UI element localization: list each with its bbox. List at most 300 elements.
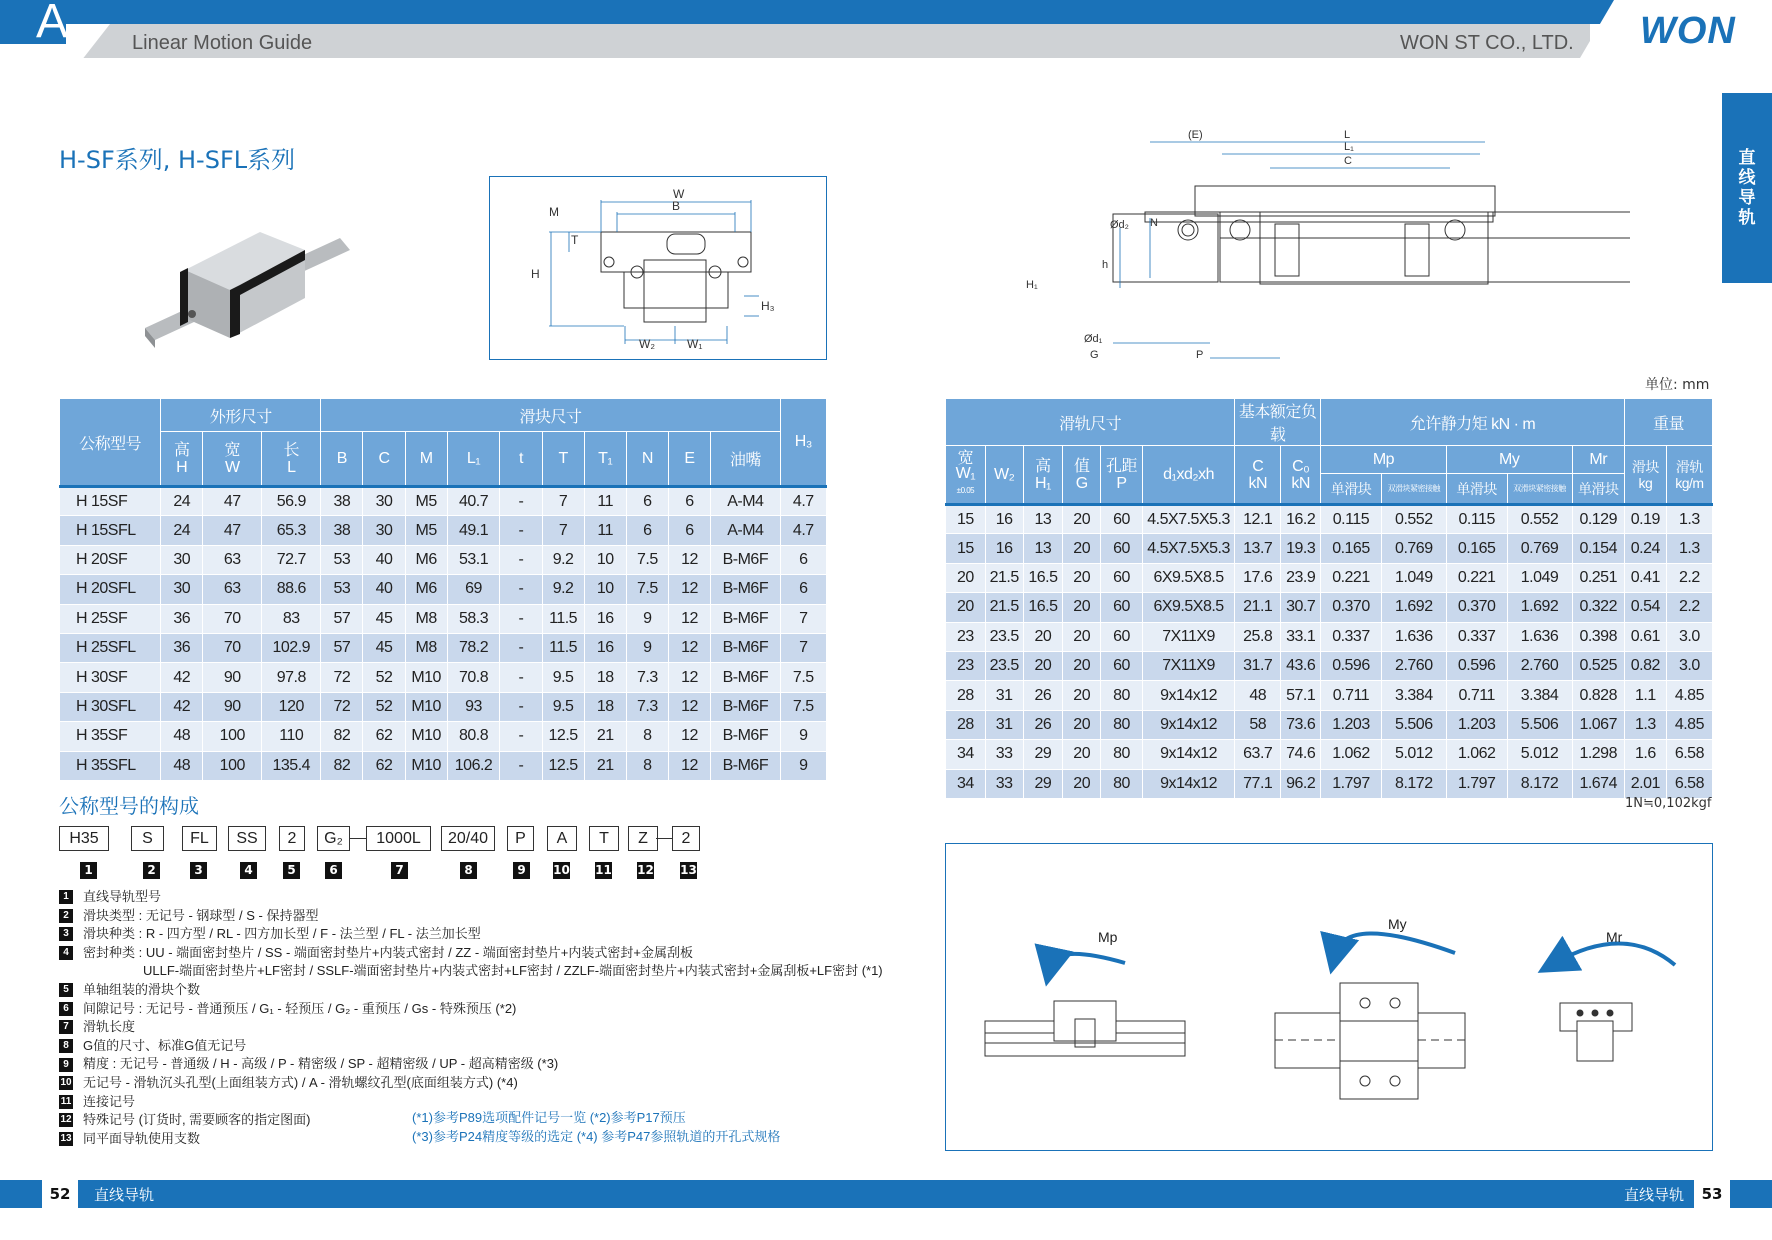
- table-cell: 74.6: [1281, 740, 1321, 769]
- dim-label-H1: H₁: [1026, 279, 1038, 291]
- dim-label-T: T: [571, 233, 579, 247]
- table-cell: M10: [405, 722, 447, 751]
- table-cell: 1.3: [1624, 710, 1666, 739]
- table-cell: 30: [363, 487, 405, 516]
- table-row: [60, 575, 827, 604]
- table-cell: 12.5: [542, 722, 584, 751]
- table-cell: 80.8: [447, 722, 500, 751]
- note-number: 4: [59, 946, 73, 960]
- table-cell: 20: [1063, 622, 1101, 651]
- series-title: H-SF系列, H-SFL系列: [59, 146, 296, 174]
- table-cell: 58.3: [447, 604, 500, 633]
- table-cell: 60: [1101, 651, 1143, 680]
- note-line: [59, 925, 883, 944]
- composition-number: 1: [80, 862, 97, 879]
- table-cell: 33.1: [1281, 622, 1321, 651]
- table-cell: 12: [668, 751, 710, 780]
- table-cell: 65.3: [262, 516, 321, 545]
- table-cell: 28: [946, 710, 986, 739]
- table-cell: 6X9.5X8.5: [1142, 593, 1234, 622]
- col-model: 公称型号: [60, 399, 161, 487]
- table-cell: 30: [161, 545, 203, 574]
- col-Mp-single: 单滑块: [1321, 474, 1382, 505]
- table-cell: 9: [780, 751, 826, 780]
- table-cell: 0.828: [1572, 681, 1624, 710]
- table-row: [60, 692, 827, 721]
- table-cell: 9.5: [542, 692, 584, 721]
- table-cell: 1.203: [1321, 710, 1382, 739]
- table-cell: 18: [584, 663, 626, 692]
- table-cell: 0.711: [1321, 681, 1382, 710]
- table-cell: 12: [668, 663, 710, 692]
- table-cell: 88.6: [262, 575, 321, 604]
- table-cell: 40.7: [447, 487, 500, 516]
- note-line: [59, 907, 883, 926]
- table-cell: 0.54: [1624, 593, 1666, 622]
- table-cell: 20: [1063, 505, 1101, 534]
- table-cell: 0.596: [1321, 651, 1382, 680]
- table-cell: 7X11X9: [1142, 651, 1234, 680]
- company-logo: WON: [1640, 10, 1736, 52]
- header-company: WON ST CO., LTD.: [1400, 32, 1574, 54]
- table-cell: 13.7: [1235, 534, 1281, 563]
- table-cell: 16: [985, 534, 1023, 563]
- col-H1: 高 H₁: [1023, 446, 1063, 505]
- table-cell: 110: [262, 722, 321, 751]
- col-M: M: [405, 432, 447, 487]
- table-cell: 80: [1101, 769, 1143, 798]
- dim-label-P: P: [1196, 349, 1204, 361]
- col-Mp: Mp: [1321, 446, 1447, 474]
- footer-page-right: 53: [1694, 1180, 1730, 1208]
- table-cell: -: [500, 751, 542, 780]
- table-cell: 16: [985, 505, 1023, 534]
- col-H3: H₃: [780, 399, 826, 487]
- table-cell: 63: [203, 575, 262, 604]
- table-cell: 20: [1023, 651, 1063, 680]
- table-cell: 23.9: [1281, 563, 1321, 592]
- col-C: C kN: [1235, 446, 1281, 505]
- dim-label-H: H: [531, 267, 540, 281]
- table-cell: B-M6F: [711, 663, 781, 692]
- table-cell: 0.370: [1446, 593, 1507, 622]
- table-cell: 15: [946, 505, 986, 534]
- table-cell: 7.5: [626, 575, 668, 604]
- table-cell: 0.221: [1446, 563, 1507, 592]
- table-cell: 23: [946, 651, 986, 680]
- col-W: 宽 W: [203, 432, 262, 487]
- composition-box: P: [507, 826, 534, 851]
- table-cell: 1.049: [1507, 563, 1572, 592]
- table-cell: 9x14x12: [1142, 681, 1234, 710]
- header-bar: [0, 0, 1772, 24]
- table-cell: 6: [668, 487, 710, 516]
- table-cell: 53: [321, 575, 363, 604]
- table-cell: H 20SFL: [60, 575, 161, 604]
- table-cell: -: [500, 575, 542, 604]
- table-cell: 13: [1023, 534, 1063, 563]
- table-cell: 29: [1023, 769, 1063, 798]
- table-cell: 7.5: [780, 692, 826, 721]
- table-cell: 48: [161, 751, 203, 780]
- col-W1-label: 宽 W₁: [955, 450, 976, 482]
- table-cell: 48: [1235, 681, 1281, 710]
- table-cell: 33: [985, 740, 1023, 769]
- table-cell: 1.067: [1572, 710, 1624, 739]
- table-cell: 4.7: [780, 516, 826, 545]
- table-cell: 0.165: [1321, 534, 1382, 563]
- table-cell: 1.636: [1381, 622, 1446, 651]
- dim-label-W2: W₂: [639, 337, 655, 351]
- dim-label-d1: Ød₁: [1084, 333, 1103, 345]
- cross-section-drawing: [489, 176, 827, 360]
- dim-label-G: G: [1090, 349, 1099, 361]
- col-N: N: [626, 432, 668, 487]
- col-W1: [946, 446, 986, 505]
- table-cell: 31: [985, 710, 1023, 739]
- table-cell: 1.049: [1381, 563, 1446, 592]
- note-line: [59, 1018, 883, 1037]
- table-cell: 0.769: [1381, 534, 1446, 563]
- table-cell: 53.1: [447, 545, 500, 574]
- col-W1-tolerance: ±0.05: [956, 486, 975, 495]
- table-cell: 1.797: [1321, 769, 1382, 798]
- table-cell: 20: [1063, 681, 1101, 710]
- table-cell: 60: [1101, 593, 1143, 622]
- col-nipple: 油嘴: [711, 432, 781, 487]
- table-cell: 1.062: [1446, 740, 1507, 769]
- table-cell: 1.674: [1572, 769, 1624, 798]
- table-cell: 0.41: [1624, 563, 1666, 592]
- table-cell: 45: [363, 633, 405, 662]
- dim-label-H3: H₃: [761, 299, 775, 313]
- table-cell: 20: [946, 593, 986, 622]
- table-cell: 0.82: [1624, 651, 1666, 680]
- note-text: 直线导轨型号: [83, 889, 162, 904]
- note-number: 1: [59, 890, 73, 904]
- table-cell: 16.5: [1023, 563, 1063, 592]
- table-cell: 42: [161, 663, 203, 692]
- table-cell: 26: [1023, 710, 1063, 739]
- note-text: 精度 : 无记号 - 普通级 / H - 高级 / P - 精密级 / SP - 超精密级 / UP - 超高精密级 (*3): [83, 1056, 559, 1072]
- table-cell: 53: [321, 545, 363, 574]
- composition-number: 7: [391, 862, 408, 879]
- table-cell: 2.2: [1666, 593, 1712, 622]
- table-cell: 0.19: [1624, 505, 1666, 534]
- col-My-double: 双滑块紧密接触: [1507, 474, 1572, 505]
- composition-box: H35: [59, 826, 109, 851]
- table-cell: 40: [363, 545, 405, 574]
- dim-label-B: B: [672, 199, 681, 213]
- table-cell: M10: [405, 751, 447, 780]
- table-row: [946, 593, 1713, 622]
- table-cell: 70: [203, 604, 262, 633]
- col-H: 高 H: [161, 432, 203, 487]
- col-group-rail: 滑轨尺寸: [946, 399, 1235, 446]
- note-text: 连接记号: [83, 1093, 136, 1109]
- table-cell: 106.2: [447, 751, 500, 780]
- composition-title: 公称型号的构成: [59, 794, 199, 818]
- table-cell: 26: [1023, 681, 1063, 710]
- table-cell: 83: [262, 604, 321, 633]
- composition-box: 20/40: [441, 826, 495, 851]
- table-cell: 4.85: [1666, 710, 1712, 739]
- note-line: [59, 888, 883, 907]
- table-cell: 73.6: [1281, 710, 1321, 739]
- table-cell: 45: [363, 604, 405, 633]
- table-row: [60, 545, 827, 574]
- table-cell: 0.24: [1624, 534, 1666, 563]
- composition-box: 2: [672, 826, 700, 851]
- rail-dimensions-rows: [946, 505, 1713, 799]
- table-cell: 0.711: [1446, 681, 1507, 710]
- table-cell: 0.129: [1572, 505, 1624, 534]
- table-cell: 1.298: [1572, 740, 1624, 769]
- composition-number: 8: [460, 862, 477, 879]
- note-text: ULLF-端面密封垫片+LF密封 / SSLF-端面密封垫片+内装式密封+LF密封 / ZZLF-端面密封垫片+内装式密封+金属刮板+LF密封 (*1): [143, 963, 883, 979]
- table-cell: 2.760: [1381, 651, 1446, 680]
- table-cell: 1.203: [1446, 710, 1507, 739]
- table-cell: 21.5: [985, 563, 1023, 592]
- note-line: [59, 1037, 883, 1056]
- table-cell: 12.5: [542, 751, 584, 780]
- table-row: [60, 487, 827, 516]
- note-text: 单轴组装的滑块个数: [83, 981, 201, 997]
- table-row: [946, 534, 1713, 563]
- composition-number: 9: [513, 862, 530, 879]
- table-cell: 20: [1063, 710, 1101, 739]
- header-title: Linear Motion Guide: [132, 32, 313, 54]
- table-cell: 0.154: [1572, 534, 1624, 563]
- footer-text-left: 直线导轨: [94, 1186, 155, 1204]
- table-cell: 0.552: [1507, 505, 1572, 534]
- table-cell: 30: [363, 516, 405, 545]
- table-cell: 7.5: [780, 663, 826, 692]
- col-rail-weight: 滑轨 kg/m: [1666, 446, 1712, 505]
- table-cell: 6: [780, 545, 826, 574]
- unit-label: 单位: mm: [1645, 377, 1710, 393]
- table-cell: 57: [321, 633, 363, 662]
- table-cell: 1.1: [1624, 681, 1666, 710]
- table-cell: 34: [946, 740, 986, 769]
- col-My: My: [1446, 446, 1572, 474]
- table-cell: H 15SFL: [60, 516, 161, 545]
- table-cell: 93: [447, 692, 500, 721]
- note-line: [59, 1000, 883, 1019]
- table-cell: 52: [363, 663, 405, 692]
- table-cell: 2.760: [1507, 651, 1572, 680]
- table-cell: 3.384: [1507, 681, 1572, 710]
- col-group-outer: 外形尺寸: [161, 399, 321, 432]
- table-cell: 8: [626, 722, 668, 751]
- table-cell: 62: [363, 722, 405, 751]
- note-text: 无记号 - 滑轨沉头孔型(上面组装方式) / A - 滑轨螺纹孔型(底面组装方式) (*4): [83, 1074, 518, 1090]
- table-cell: B-M6F: [711, 722, 781, 751]
- table-cell: 6: [626, 516, 668, 545]
- composition-number: 13: [680, 863, 697, 877]
- table-cell: 36: [161, 604, 203, 633]
- table-row: [946, 740, 1713, 769]
- table-cell: 102.9: [262, 633, 321, 662]
- table-cell: M8: [405, 633, 447, 662]
- dim-label-L: L: [1344, 129, 1351, 141]
- table-cell: 56.9: [262, 487, 321, 516]
- col-P: 孔距 P: [1101, 446, 1143, 505]
- table-cell: H 35SFL: [60, 751, 161, 780]
- table-cell: H 30SFL: [60, 692, 161, 721]
- col-T1: T₁: [584, 432, 626, 487]
- side-chapter-tab: [1722, 93, 1772, 283]
- table-cell: B-M6F: [711, 604, 781, 633]
- table-cell: 38: [321, 516, 363, 545]
- table-cell: 15: [946, 534, 986, 563]
- moment-diagram: [945, 843, 1713, 1151]
- table-cell: H 25SF: [60, 604, 161, 633]
- table-cell: M6: [405, 575, 447, 604]
- table-cell: 96.2: [1281, 769, 1321, 798]
- table-cell: 5.012: [1381, 740, 1446, 769]
- table-cell: 120: [262, 692, 321, 721]
- rail-dimensions-table: [945, 398, 1713, 799]
- table-cell: 7X11X9: [1142, 622, 1234, 651]
- table-cell: H 25SFL: [60, 633, 161, 662]
- table-cell: 1.3: [1666, 505, 1712, 534]
- table-cell: 90: [203, 663, 262, 692]
- note-text: 滑块类型 : 无记号 - 钢球型 / S - 保持器型: [83, 907, 319, 923]
- table-cell: 0.769: [1507, 534, 1572, 563]
- side-view-drawing: [1010, 128, 1630, 368]
- table-cell: 135.4: [262, 751, 321, 780]
- table-cell: 0.165: [1446, 534, 1507, 563]
- table-cell: 18: [584, 692, 626, 721]
- table-cell: H 15SF: [60, 487, 161, 516]
- table-cell: 0.552: [1381, 505, 1446, 534]
- table-cell: 9x14x12: [1142, 740, 1234, 769]
- table-cell: 58: [1235, 710, 1281, 739]
- note-text: G值的尺寸、标准G值无记号: [83, 1037, 247, 1053]
- table-cell: M10: [405, 663, 447, 692]
- composition-number: 4: [240, 862, 257, 879]
- table-cell: 48: [161, 722, 203, 751]
- table-cell: A-M4: [711, 516, 781, 545]
- col-W2: W₂: [985, 446, 1023, 505]
- col-T: T: [542, 432, 584, 487]
- table-cell: 12: [668, 692, 710, 721]
- note-number: 7: [59, 1020, 73, 1034]
- col-E: E: [668, 432, 710, 487]
- table-cell: 1.3: [1666, 534, 1712, 563]
- composition-dash: [656, 838, 672, 839]
- table-cell: 60: [1101, 622, 1143, 651]
- table-cell: M8: [405, 604, 447, 633]
- footer-text-right: 直线导轨: [1624, 1186, 1685, 1204]
- table-cell: 47: [203, 487, 262, 516]
- table-cell: 12: [668, 633, 710, 662]
- note-number: 6: [59, 1002, 73, 1016]
- col-t: t: [500, 432, 542, 487]
- table-cell: 8.172: [1381, 769, 1446, 798]
- table-cell: 77.1: [1235, 769, 1281, 798]
- table-cell: 57.1: [1281, 681, 1321, 710]
- note-number: 9: [59, 1058, 73, 1072]
- table-cell: 8: [626, 751, 668, 780]
- footnotes: [412, 1108, 780, 1146]
- col-B: B: [321, 432, 363, 487]
- table-cell: 0.398: [1572, 622, 1624, 651]
- table-cell: 0.322: [1572, 593, 1624, 622]
- table-cell: 12: [668, 722, 710, 751]
- side-tab-char: 导: [1738, 188, 1756, 208]
- table-cell: 20: [1063, 651, 1101, 680]
- table-cell: -: [500, 604, 542, 633]
- note-number: 5: [59, 983, 73, 997]
- table-cell: 0.337: [1446, 622, 1507, 651]
- table-cell: B-M6F: [711, 751, 781, 780]
- table-cell: 6.58: [1666, 769, 1712, 798]
- composition-number: 5: [283, 862, 300, 879]
- note-number: 11: [60, 1095, 72, 1107]
- table-cell: 28: [946, 681, 986, 710]
- unit-conversion: 1N≒0,102kgf: [1625, 796, 1712, 811]
- table-cell: 7: [542, 516, 584, 545]
- col-G: 值 G: [1063, 446, 1101, 505]
- note-line: [59, 981, 883, 1000]
- table-cell: 7.5: [626, 545, 668, 574]
- table-cell: M5: [405, 516, 447, 545]
- table-cell: 33: [985, 769, 1023, 798]
- table-cell: 11.5: [542, 633, 584, 662]
- table-cell: 20: [1063, 593, 1101, 622]
- table-cell: 12: [668, 604, 710, 633]
- table-cell: 47: [203, 516, 262, 545]
- table-cell: 16: [584, 633, 626, 662]
- composition-box: A: [547, 826, 577, 851]
- note-number: 13: [60, 1133, 72, 1145]
- table-cell: -: [500, 663, 542, 692]
- table-cell: -: [500, 722, 542, 751]
- table-cell: 40: [363, 575, 405, 604]
- composition-number: 11: [595, 863, 612, 877]
- table-cell: 2.2: [1666, 563, 1712, 592]
- composition-number: 2: [143, 862, 160, 879]
- table-cell: 0.115: [1321, 505, 1382, 534]
- table-cell: 60: [1101, 563, 1143, 592]
- table-cell: B-M6F: [711, 575, 781, 604]
- table-cell: -: [500, 692, 542, 721]
- table-cell: 63.7: [1235, 740, 1281, 769]
- footnote-line-1: (*1)参考P89选项配件记号一览 (*2)参考P17预压: [412, 1110, 686, 1125]
- table-cell: 0.251: [1572, 563, 1624, 592]
- side-tab-char: 线: [1738, 168, 1756, 188]
- note-number: 3: [59, 927, 73, 941]
- table-cell: 7: [780, 633, 826, 662]
- section-letter: A: [36, 0, 69, 48]
- composition-box: Z: [628, 826, 658, 851]
- table-cell: 6: [780, 575, 826, 604]
- note-text: 密封种类 : UU - 端面密封垫片 / SS - 端面密封垫片+内装式密封 / ZZ - 端面密封垫片+内装式密封+金属刮板: [83, 944, 693, 960]
- table-cell: 60: [1101, 505, 1143, 534]
- table-cell: 72.7: [262, 545, 321, 574]
- note-text: 特殊记号 (订货时, 需要顾客的指定图面): [83, 1112, 311, 1128]
- composition-box: SS: [228, 826, 266, 851]
- table-cell: 6: [626, 487, 668, 516]
- table-cell: 100: [203, 722, 262, 751]
- table-cell: -: [500, 545, 542, 574]
- table-cell: 49.1: [447, 516, 500, 545]
- note-line: [59, 944, 883, 963]
- col-My-single: 单滑块: [1446, 474, 1507, 505]
- table-cell: 21.1: [1235, 593, 1281, 622]
